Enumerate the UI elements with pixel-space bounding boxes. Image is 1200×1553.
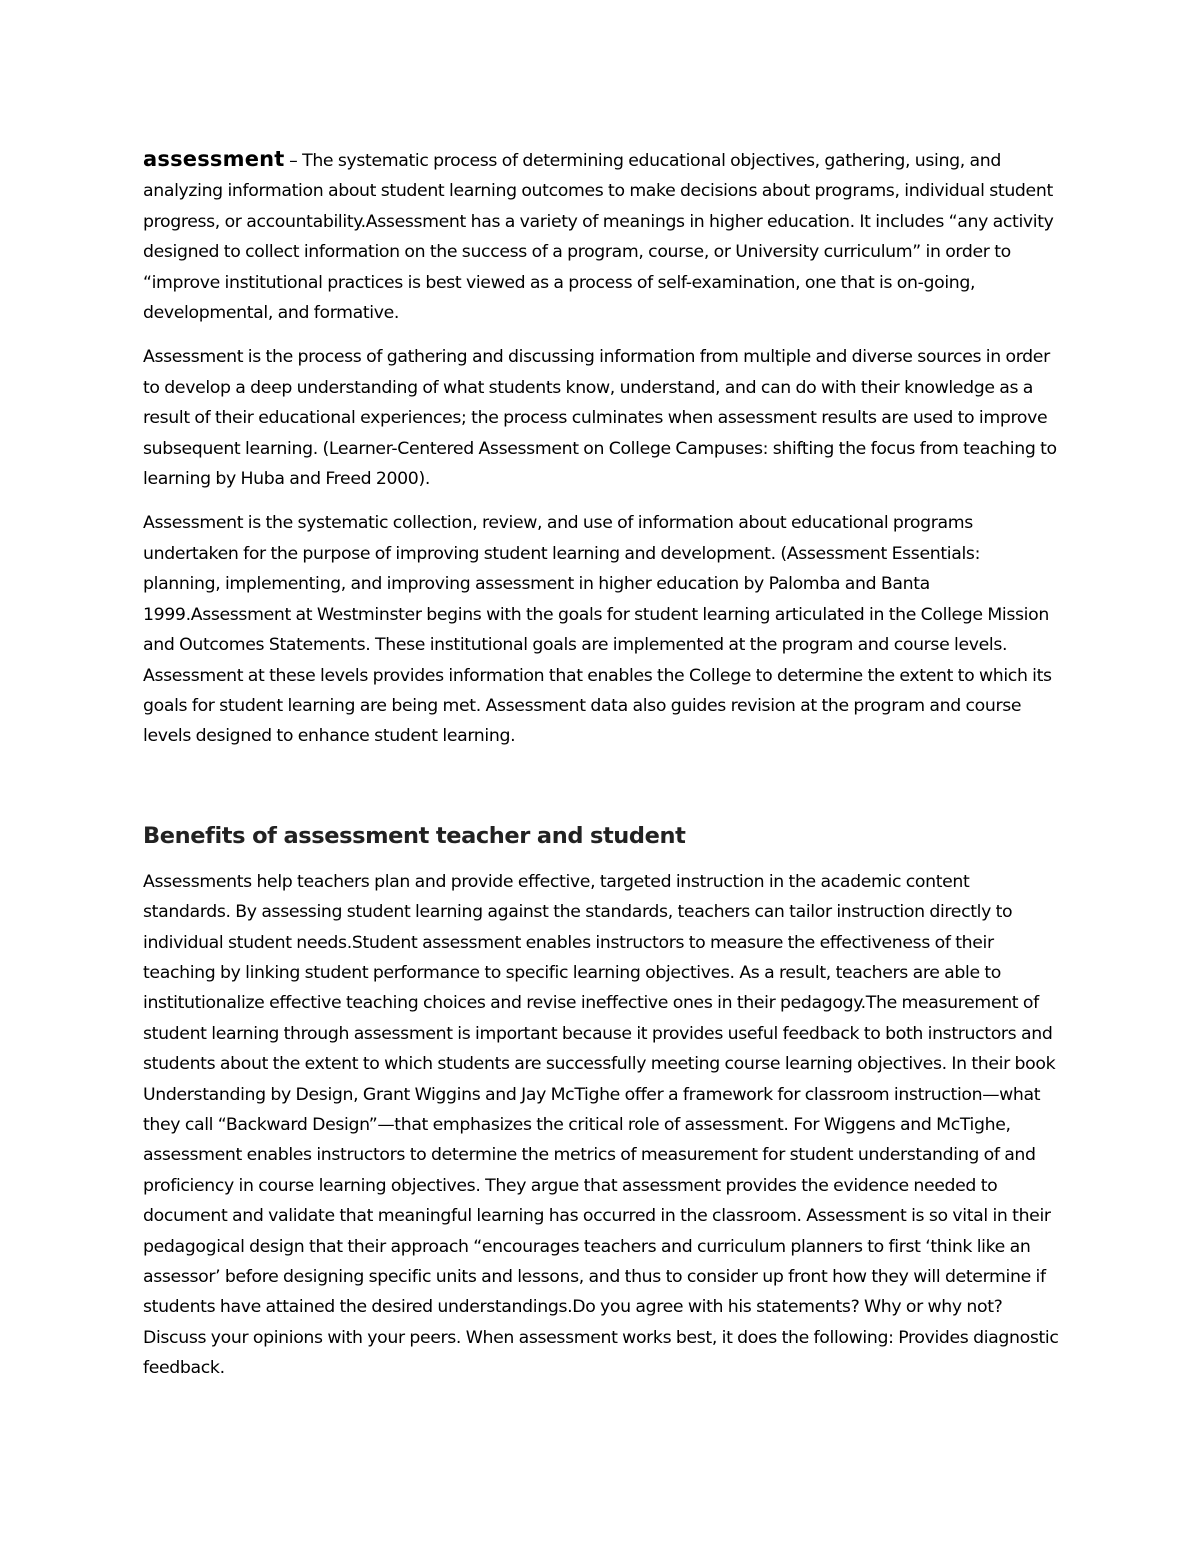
paragraph-assessment-essentials: Assessment is the systematic collection, review, and use of information about educational programs undertaken for the purpose of improving student learning and development. (Assessment Essentials: planning, implementing, and improving assessment in higher education by Palomba and Banta 1999.Assessment at Westminster begins with the goals for student learning articulated in the College Mission and Outcomes Statements. These institutional goals are implemented at the program and course levels. Assessment at these levels provides information that enables the College to determine the extent to which its goals for student learning are being met. Assessment data also guides revision at the program and course levels designed to enhance student learning. xyxy=(143,513,1052,747)
definition-term: assessment xyxy=(143,147,285,171)
document-body xyxy=(143,144,1061,1398)
paragraph-benefits: Assessments help teachers plan and provide effective, targeted instruction in the academic content standards. By assessing student learning against the standards, teachers can tailor instruction directly to individual student needs.Student assessment enables instructors to measure the effectiveness of their teaching by linking student performance to specific learning objectives. As a result, teachers are able to institutionalize effective teaching choices and revise ineffective ones in their pedagogy.The measurement of student learning through assessment is important because it provides useful feedback to both instructors and students about the extent to which students are successfully meeting course learning objectives. In their book Understanding by Design, Grant Wiggins and Jay McTighe offer a framework for classroom instruction—what they call “Backward Design”—that emphasizes the critical role of assessment. For Wiggens and McTighe, assessment enables instructors to determine the metrics of measurement for student understanding of and proficiency in course learning objectives. They argue that assessment provides the evidence needed to document and validate that meaningful learning has occurred in the classroom. Assessment is so vital in their pedagogical design that their approach “encourages teachers and curriculum planners to first ‘think like an assessor’ before designing specific units and lessons, and thus to consider up front how they will determine if students have attained the desired understandings.Do you agree with his statements? Why or why not? Discuss your opinions with your peers. When assessment works best, it does the following: Provides diagnostic feedback. xyxy=(143,871,1059,1379)
paragraph-definition xyxy=(143,144,1061,328)
paragraph-learner-centered: Assessment is the process of gathering and discussing information from multiple and diverse sources in order to develop a deep understanding of what students know, understand, and can do with their knowledge as a result of their educational experiences; the process culminates when assessment results are used to improve subsequent learning. (Learner-Centered Assessment on College Campuses: shifting the focus from teaching to learning by Huba and Freed 2000). xyxy=(143,347,1057,490)
section-heading: Benefits of assessment teacher and student xyxy=(143,822,686,849)
definition-text: – The systematic process of determining educational objectives, gathering, using, and analyzing information about student learning outcomes to make decisions about programs, individual student progress, or accountability.Assessment has a variety of meanings in higher education. It includes “any activity designed to collect information on the success of a program, course, or University curriculum” in order to “improve institutional practices is best viewed as a process of self-examination, one that is on-going, developmental, and formative. xyxy=(143,151,1054,324)
